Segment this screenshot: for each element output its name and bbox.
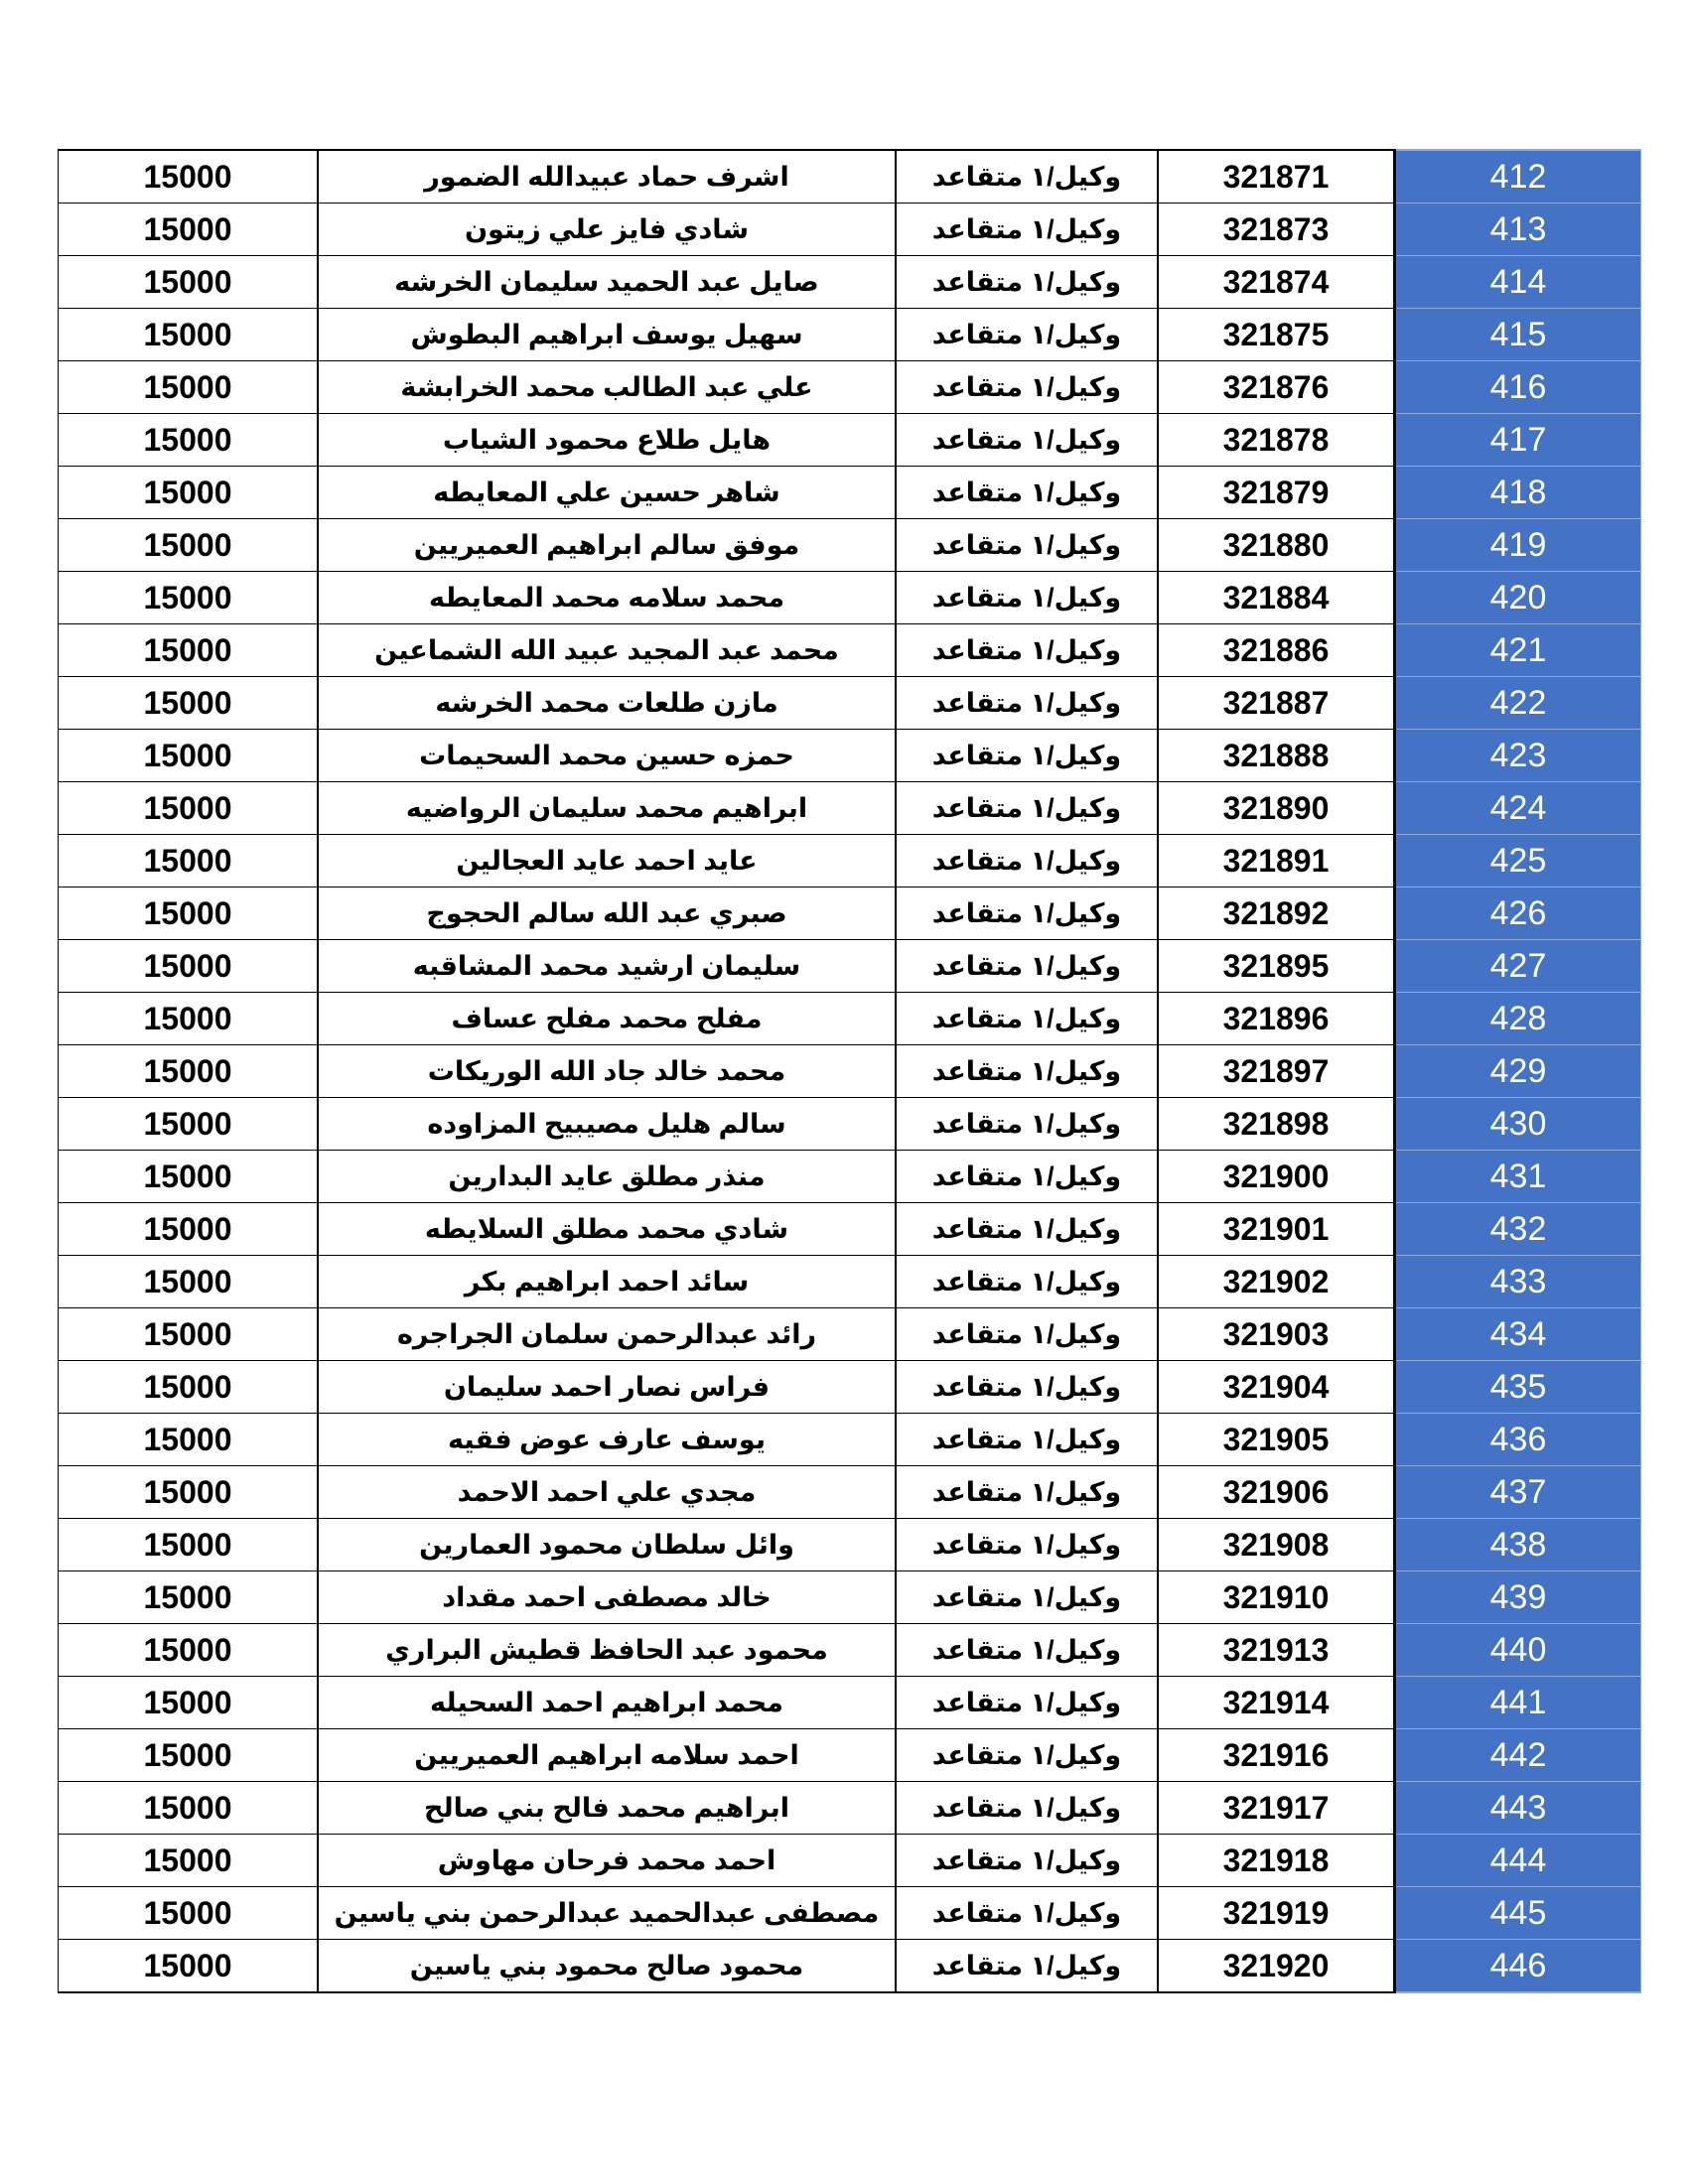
military-id-cell: 321918 [1158,1835,1395,1887]
name-cell: هايل طلاع محمود الشياب [318,414,896,467]
military-id-cell: 321888 [1158,730,1395,782]
military-id-cell: 321898 [1158,1098,1395,1151]
amount-cell: 15000 [59,1414,319,1466]
name-cell: منذر مطلق عايد البدارين [318,1151,896,1203]
row-number-cell: 446 [1395,1940,1641,1993]
table-row [59,309,1641,361]
military-id-cell: 321906 [1158,1466,1395,1519]
rank-cell: وكيل/١ متقاعد [896,414,1158,467]
name-cell: شادي محمد مطلق السلايطه [318,1203,896,1256]
amount-cell: 15000 [59,1098,319,1151]
row-number-cell: 441 [1395,1677,1641,1729]
table-row [59,1940,1641,1993]
rank-cell: وكيل/١ متقاعد [896,1835,1158,1887]
row-number-cell: 430 [1395,1098,1641,1151]
table-row [59,887,1641,940]
military-id-cell: 321905 [1158,1414,1395,1466]
military-id-cell: 321884 [1158,572,1395,624]
military-id-cell: 321910 [1158,1571,1395,1624]
table-row [59,519,1641,572]
row-number-cell: 436 [1395,1414,1641,1466]
amount-cell: 15000 [59,467,319,519]
rank-cell: وكيل/١ متقاعد [896,1624,1158,1677]
amount-cell: 15000 [59,940,319,993]
row-number-cell: 442 [1395,1729,1641,1782]
table-row [59,204,1641,256]
table-row [59,1571,1641,1624]
row-number-cell: 439 [1395,1571,1641,1624]
rank-cell: وكيل/١ متقاعد [896,993,1158,1045]
rank-cell: وكيل/١ متقاعد [896,1256,1158,1308]
name-cell: عايد احمد عايد العجالين [318,835,896,887]
table-row [59,1835,1641,1887]
rank-cell: وكيل/١ متقاعد [896,1940,1158,1993]
amount-cell: 15000 [59,1151,319,1203]
military-id-cell: 321875 [1158,309,1395,361]
military-id-cell: 321901 [1158,1203,1395,1256]
amount-cell: 15000 [59,782,319,835]
military-id-cell: 321903 [1158,1308,1395,1361]
rank-cell: وكيل/١ متقاعد [896,887,1158,940]
row-number-cell: 419 [1395,519,1641,572]
row-number-cell: 416 [1395,361,1641,414]
name-cell: سهيل يوسف ابراهيم البطوش [318,309,896,361]
name-cell: محمد ابراهيم احمد السحيله [318,1677,896,1729]
row-number-cell: 424 [1395,782,1641,835]
name-cell: حمزه حسين محمد السحيمات [318,730,896,782]
rank-cell: وكيل/١ متقاعد [896,1308,1158,1361]
rank-cell: وكيل/١ متقاعد [896,624,1158,677]
military-id-cell: 321913 [1158,1624,1395,1677]
table-row [59,1203,1641,1256]
rank-cell: وكيل/١ متقاعد [896,467,1158,519]
military-id-cell: 321874 [1158,256,1395,309]
rank-cell: وكيل/١ متقاعد [896,1361,1158,1414]
military-id-cell: 321916 [1158,1729,1395,1782]
name-cell: فراس نصار احمد سليمان [318,1361,896,1414]
amount-cell: 15000 [59,1571,319,1624]
rank-cell: وكيل/١ متقاعد [896,309,1158,361]
row-number-cell: 445 [1395,1887,1641,1940]
amount-cell: 15000 [59,414,319,467]
table-row [59,1045,1641,1098]
row-number-cell: 427 [1395,940,1641,993]
name-cell: مجدي علي احمد الاحمد [318,1466,896,1519]
name-cell: ابراهيم محمد سليمان الرواضيه [318,782,896,835]
name-cell: مصطفى عبدالحميد عبدالرحمن بني ياسين [318,1887,896,1940]
table-row [59,730,1641,782]
name-cell: رائد عبدالرحمن سلمان الجراجره [318,1308,896,1361]
row-number-cell: 443 [1395,1782,1641,1835]
row-number-cell: 425 [1395,835,1641,887]
military-id-cell: 321895 [1158,940,1395,993]
row-number-cell: 434 [1395,1308,1641,1361]
amount-cell: 15000 [59,361,319,414]
name-cell: مازن طلعات محمد الخرشه [318,677,896,730]
row-number-cell: 431 [1395,1151,1641,1203]
table-row [59,1256,1641,1308]
table-row [59,1308,1641,1361]
amount-cell: 15000 [59,993,319,1045]
table-row [59,150,1641,204]
military-id-cell: 321873 [1158,204,1395,256]
name-cell: صايل عبد الحميد سليمان الخرشه [318,256,896,309]
row-number-cell: 426 [1395,887,1641,940]
row-number-cell: 440 [1395,1624,1641,1677]
rank-cell: وكيل/١ متقاعد [896,1729,1158,1782]
rank-cell: وكيل/١ متقاعد [896,782,1158,835]
amount-cell: 15000 [59,1308,319,1361]
row-number-cell: 418 [1395,467,1641,519]
military-id-cell: 321878 [1158,414,1395,467]
table-row [59,1729,1641,1782]
amount-cell: 15000 [59,1361,319,1414]
amount-cell: 15000 [59,1835,319,1887]
table-row [59,1466,1641,1519]
military-id-cell: 321919 [1158,1887,1395,1940]
amount-cell: 15000 [59,1203,319,1256]
amount-cell: 15000 [59,1256,319,1308]
name-cell: محمد سلامه محمد المعايطه [318,572,896,624]
rank-cell: وكيل/١ متقاعد [896,519,1158,572]
name-cell: موفق سالم ابراهيم العميريين [318,519,896,572]
row-number-cell: 433 [1395,1256,1641,1308]
amount-cell: 15000 [59,624,319,677]
military-id-cell: 321880 [1158,519,1395,572]
rank-cell: وكيل/١ متقاعد [896,150,1158,204]
table-row [59,361,1641,414]
rank-cell: وكيل/١ متقاعد [896,1519,1158,1571]
table-row [59,782,1641,835]
amount-cell: 15000 [59,1940,319,1993]
name-cell: احمد سلامه ابراهيم العميريين [318,1729,896,1782]
name-cell: محمود عبد الحافظ قطيش البراري [318,1624,896,1677]
row-number-cell: 423 [1395,730,1641,782]
name-cell: مفلح محمد مفلح عساف [318,993,896,1045]
row-number-cell: 429 [1395,1045,1641,1098]
table-row [59,1414,1641,1466]
table-row [59,677,1641,730]
table-body [59,150,1641,1992]
amount-cell: 15000 [59,1466,319,1519]
table-row [59,572,1641,624]
table-row [59,1624,1641,1677]
rank-cell: وكيل/١ متقاعد [896,730,1158,782]
row-number-cell: 412 [1395,150,1641,204]
military-id-cell: 321896 [1158,993,1395,1045]
military-id-cell: 321897 [1158,1045,1395,1098]
table-row [59,1519,1641,1571]
rank-cell: وكيل/١ متقاعد [896,572,1158,624]
rank-cell: وكيل/١ متقاعد [896,1571,1158,1624]
row-number-cell: 435 [1395,1361,1641,1414]
amount-cell: 15000 [59,1519,319,1571]
military-id-cell: 321902 [1158,1256,1395,1308]
rank-cell: وكيل/١ متقاعد [896,361,1158,414]
military-id-cell: 321908 [1158,1519,1395,1571]
amount-cell: 15000 [59,887,319,940]
military-id-cell: 321920 [1158,1940,1395,1993]
name-cell: شاهر حسين علي المعايطه [318,467,896,519]
amount-cell: 15000 [59,572,319,624]
military-id-cell: 321917 [1158,1782,1395,1835]
table-row [59,1887,1641,1940]
rank-cell: وكيل/١ متقاعد [896,1414,1158,1466]
rank-cell: وكيل/١ متقاعد [896,677,1158,730]
rank-cell: وكيل/١ متقاعد [896,1045,1158,1098]
military-id-cell: 321886 [1158,624,1395,677]
table-row [59,940,1641,993]
amount-cell: 15000 [59,150,319,204]
amount-cell: 15000 [59,519,319,572]
military-id-cell: 321871 [1158,150,1395,204]
row-number-cell: 438 [1395,1519,1641,1571]
table-row [59,467,1641,519]
rank-cell: وكيل/١ متقاعد [896,256,1158,309]
table-row [59,256,1641,309]
military-id-cell: 321887 [1158,677,1395,730]
rank-cell: وكيل/١ متقاعد [896,940,1158,993]
rank-cell: وكيل/١ متقاعد [896,1151,1158,1203]
data-table [58,149,1641,1993]
table-row [59,624,1641,677]
military-id-cell: 321914 [1158,1677,1395,1729]
military-id-cell: 321900 [1158,1151,1395,1203]
row-number-cell: 415 [1395,309,1641,361]
amount-cell: 15000 [59,309,319,361]
rank-cell: وكيل/١ متقاعد [896,204,1158,256]
name-cell: سائد احمد ابراهيم بكر [318,1256,896,1308]
row-number-cell: 444 [1395,1835,1641,1887]
amount-cell: 15000 [59,1887,319,1940]
military-id-cell: 321890 [1158,782,1395,835]
name-cell: سليمان ارشيد محمد المشاقبه [318,940,896,993]
rank-cell: وكيل/١ متقاعد [896,1203,1158,1256]
amount-cell: 15000 [59,1045,319,1098]
amount-cell: 15000 [59,256,319,309]
row-number-cell: 437 [1395,1466,1641,1519]
row-number-cell: 428 [1395,993,1641,1045]
military-id-cell: 321891 [1158,835,1395,887]
table-row [59,1151,1641,1203]
rank-cell: وكيل/١ متقاعد [896,1887,1158,1940]
row-number-cell: 421 [1395,624,1641,677]
table-row [59,414,1641,467]
military-id-cell: 321879 [1158,467,1395,519]
amount-cell: 15000 [59,1782,319,1835]
row-number-cell: 420 [1395,572,1641,624]
rank-cell: وكيل/١ متقاعد [896,1466,1158,1519]
rank-cell: وكيل/١ متقاعد [896,1098,1158,1151]
name-cell: صبري عبد الله سالم الحجوج [318,887,896,940]
name-cell: وائل سلطان محمود العمارين [318,1519,896,1571]
military-id-cell: 321904 [1158,1361,1395,1414]
name-cell: اشرف حماد عبيدالله الضمور [318,150,896,204]
table-row [59,1677,1641,1729]
military-id-cell: 321876 [1158,361,1395,414]
amount-cell: 15000 [59,204,319,256]
rank-cell: وكيل/١ متقاعد [896,1782,1158,1835]
table-row [59,835,1641,887]
amount-cell: 15000 [59,1624,319,1677]
name-cell: خالد مصطفى احمد مقداد [318,1571,896,1624]
row-number-cell: 417 [1395,414,1641,467]
row-number-cell: 413 [1395,204,1641,256]
name-cell: احمد محمد فرحان مهاوش [318,1835,896,1887]
rank-cell: وكيل/١ متقاعد [896,1677,1158,1729]
amount-cell: 15000 [59,677,319,730]
name-cell: محمد عبد المجيد عبيد الله الشماعين [318,624,896,677]
amount-cell: 15000 [59,1729,319,1782]
military-id-cell: 321892 [1158,887,1395,940]
row-number-cell: 422 [1395,677,1641,730]
name-cell: علي عبد الطالب محمد الخرابشة [318,361,896,414]
name-cell: محمود صالح محمود بني ياسين [318,1940,896,1993]
row-number-cell: 432 [1395,1203,1641,1256]
table-row [59,1098,1641,1151]
amount-cell: 15000 [59,730,319,782]
table-row [59,1782,1641,1835]
amount-cell: 15000 [59,1677,319,1729]
table-row [59,993,1641,1045]
name-cell: شادي فايز علي زيتون [318,204,896,256]
amount-cell: 15000 [59,835,319,887]
name-cell: سالم هليل مصيبيح المزاوده [318,1098,896,1151]
name-cell: محمد خالد جاد الله الوريكات [318,1045,896,1098]
name-cell: ابراهيم محمد فالح بني صالح [318,1782,896,1835]
name-cell: يوسف عارف عوض فقيه [318,1414,896,1466]
table-row [59,1361,1641,1414]
rank-cell: وكيل/١ متقاعد [896,835,1158,887]
row-number-cell: 414 [1395,256,1641,309]
